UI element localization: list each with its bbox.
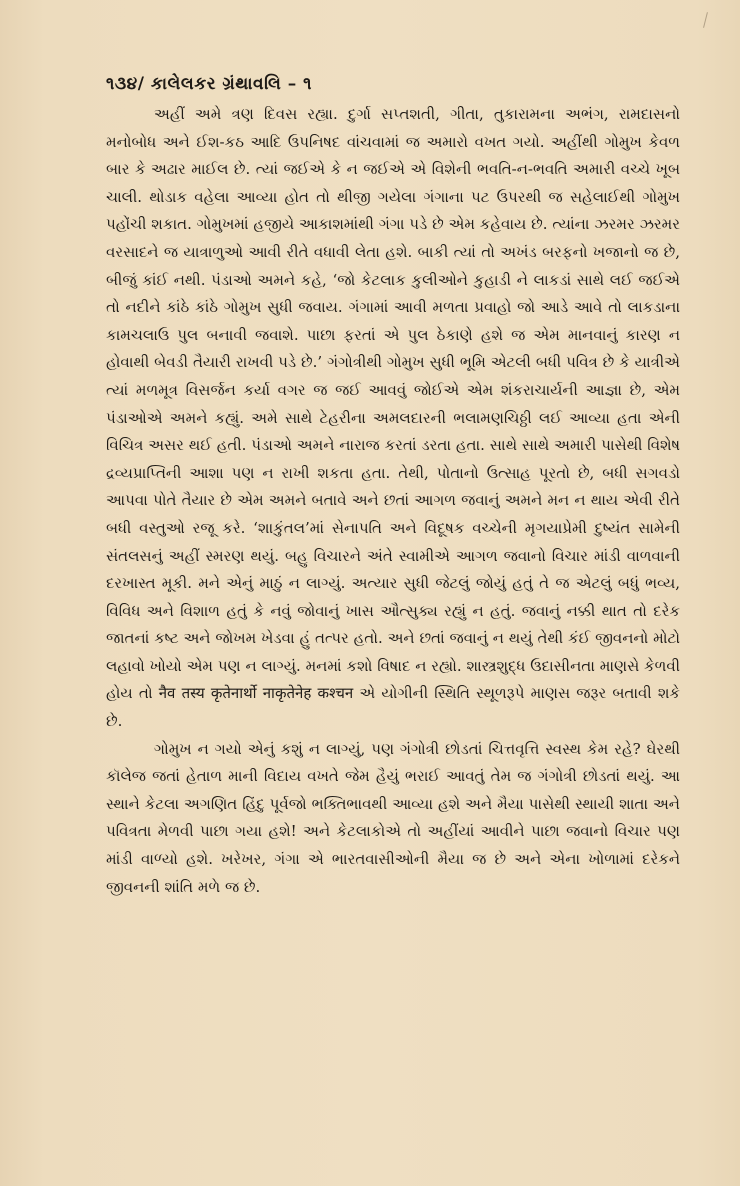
paragraph-1: અહીં અમે ત્રણ દિવસ રહ્યા. દુર્ગા સપ્તશતી, ગીતા, તુકારામના અભંગ, રામદાસનો મનોબોધ અને ઈશ-કઠ આદિ ઉપનિષદ વાંચવામાં જ અમારો વખત ગયો. અહીંથી ગોમુખ કેવળ બાર કે અઢાર માઈલ છે. ત્યાં જઈએ કે ન જઈએ એ વિશેની ભવતિ-ન-ભવતિ અમારી વચ્ચે ખૂબ ચાલી. થોડાક વહેલા આવ્યા હોત તો થીજી ગયેલા ગંગાના પટ ઉપરથી જ સહેલાઈથી ગોમુખ પહોંચી શકાત. ગોમુખમાં હજીયે આકાશમાંથી ગંગા પડે છે એમ કહેવાય છે. ત્યાંના ઝરમર ઝરમર વરસાદને જ યાત્રાળુઓ આવી રીતે વધાવી લેતા હશે. બાકી ત્યાં તો અખંડ બરફનો ખજાનો જ છે, બીજું કાંઈ નથી. પંડાઓ અમને કહે, ‘જો કેટલાક કુલીઓને કુહાડી ને લાકડાં સાથે લઈ જઈએ તો નદીને કાંઠે કાંઠે ગોમુખ સુધી જવાય. ગંગામાં આવી મળતા પ્રવાહો જો આડે આવે તો લાકડાના કામચલાઉ પુલ બનાવી જવાશે. પાછા ફરતાં એ પુલ ઠેકાણે હશે જ એમ માનવાનું કારણ ન હોવાથી બેવડી તૈયારી રાખવી પડે છે.’ ગંગોત્રીથી ગોમુખ સુધી ભૂમિ એટલી બધી પવિત્ર છે કે યાત્રીએ ત્યાં મળમૂત્ર વિસર્જન કર્યા વગર જ જઈ આવવું જોઈએ એમ શંકરાચાર્યની આજ્ઞા છે, એમ પંડાઓએ અમને કહ્યું. અમે સાથે ટેહરીના અમલદારની ભલામણચિઠ્ઠી લઈ આવ્યા હતા એની વિચિત્ર અસર થઈ હતી. પંડાઓ અમને નારાજ કરતાં ડરતા હતા. સાથે સાથે અમારી પાસેથી વિશેષ દ્રવ્યપ્રાપ્તિની આશા પણ ન રાખી શકતા હતા. તેથી, પોતાનો ઉત્સાહ પૂરતો છે, બધી સગવડો આપવા પોતે તૈયાર છે એમ અમને બતાવે અને છતાં આગળ જવાનું અમને મન ન થાય એવી રીતે બધી વસ્તુઓ રજૂ કરે. ‘શાકુંતલ’માં સેનાપતિ અને વિદૂષક વચ્ચેની મૃગયાપ્રેમી દુષ્યંત સામેની સંતલસનું અહીં સ્મરણ થયું. બહુ વિચારને અંતે સ્વામીએ આગળ જવાનો વિચાર માંડી વાળવાની દરખાસ્ત મૂકી. મને એનું માઠું ન લાગ્યું. અત્યાર સુધી જેટલું જોયું હતું તે જ એટલું બધું ભવ્ય, વિવિધ અને વિશાળ હતું કે નવું જોવાનું ખાસ ઔત્સુક્ય રહ્યું ન હતું. જવાનું નક્કી થાત તો દરેક જાતનાં કષ્ટ અને જોખમ ખેડવા હું તત્પર હતો. અને છતાં જવાનું ન થયું તેથી કંઈ જીવનનો મોટો લહાવો ખોયો એમ પણ ન લાગ્યું. મનમાં કશો વિષાદ ન રહ્યો. શાસ્ત્રશુદ્ધ ઉદાસીનતા માણસે કેળવી હોય તો नैव तस्य कृतेनार्थो नाकृतेनेह कश्चन એ યોગીની સ્થિતિ સ્થૂળરૂપે માણસ જરૂર બતાવી શકે છે.	[106, 105, 681, 731]
page-body	[106, 101, 680, 901]
running-header: ૧૩૪/ કાલેલકર ગ્રંથાવલિ – ૧	[106, 74, 312, 94]
paragraph-2: ગોમુખ ન ગયો એનું કશું ન લાગ્યું, પણ ગંગોત્રી છોડતાં ચિત્તવૃત્તિ સ્વસ્થ કેમ રહે? ઘેરથી કૉલેજ જતાં હેતાળ માની વિદાય વખતે જેમ હૈયું ભરાઈ આવતું તેમ જ ગંગોત્રી છોડતાં થયું. આ સ્થાને કેટલા અગણિત હિંદુ પૂર્વજો ભક્તિભાવથી આવ્યા હશે અને મૈયા પાસેથી સ્થાયી શાતા અને પવિત્રતા મેળવી પાછા ગયા હશે! અને કેટલાકોએ તો અહીંયાં આવીને પાછા જવાનો વિચાર પણ માંડી વાળ્યો હશે. ખરેખર, ગંગા એ ભારતવાસીઓની મૈયા જ છે અને એના ખોળામાં દરેકને જીવનની શાંતિ મળે જ છે.	[106, 739, 680, 896]
margin-mark	[703, 12, 708, 28]
